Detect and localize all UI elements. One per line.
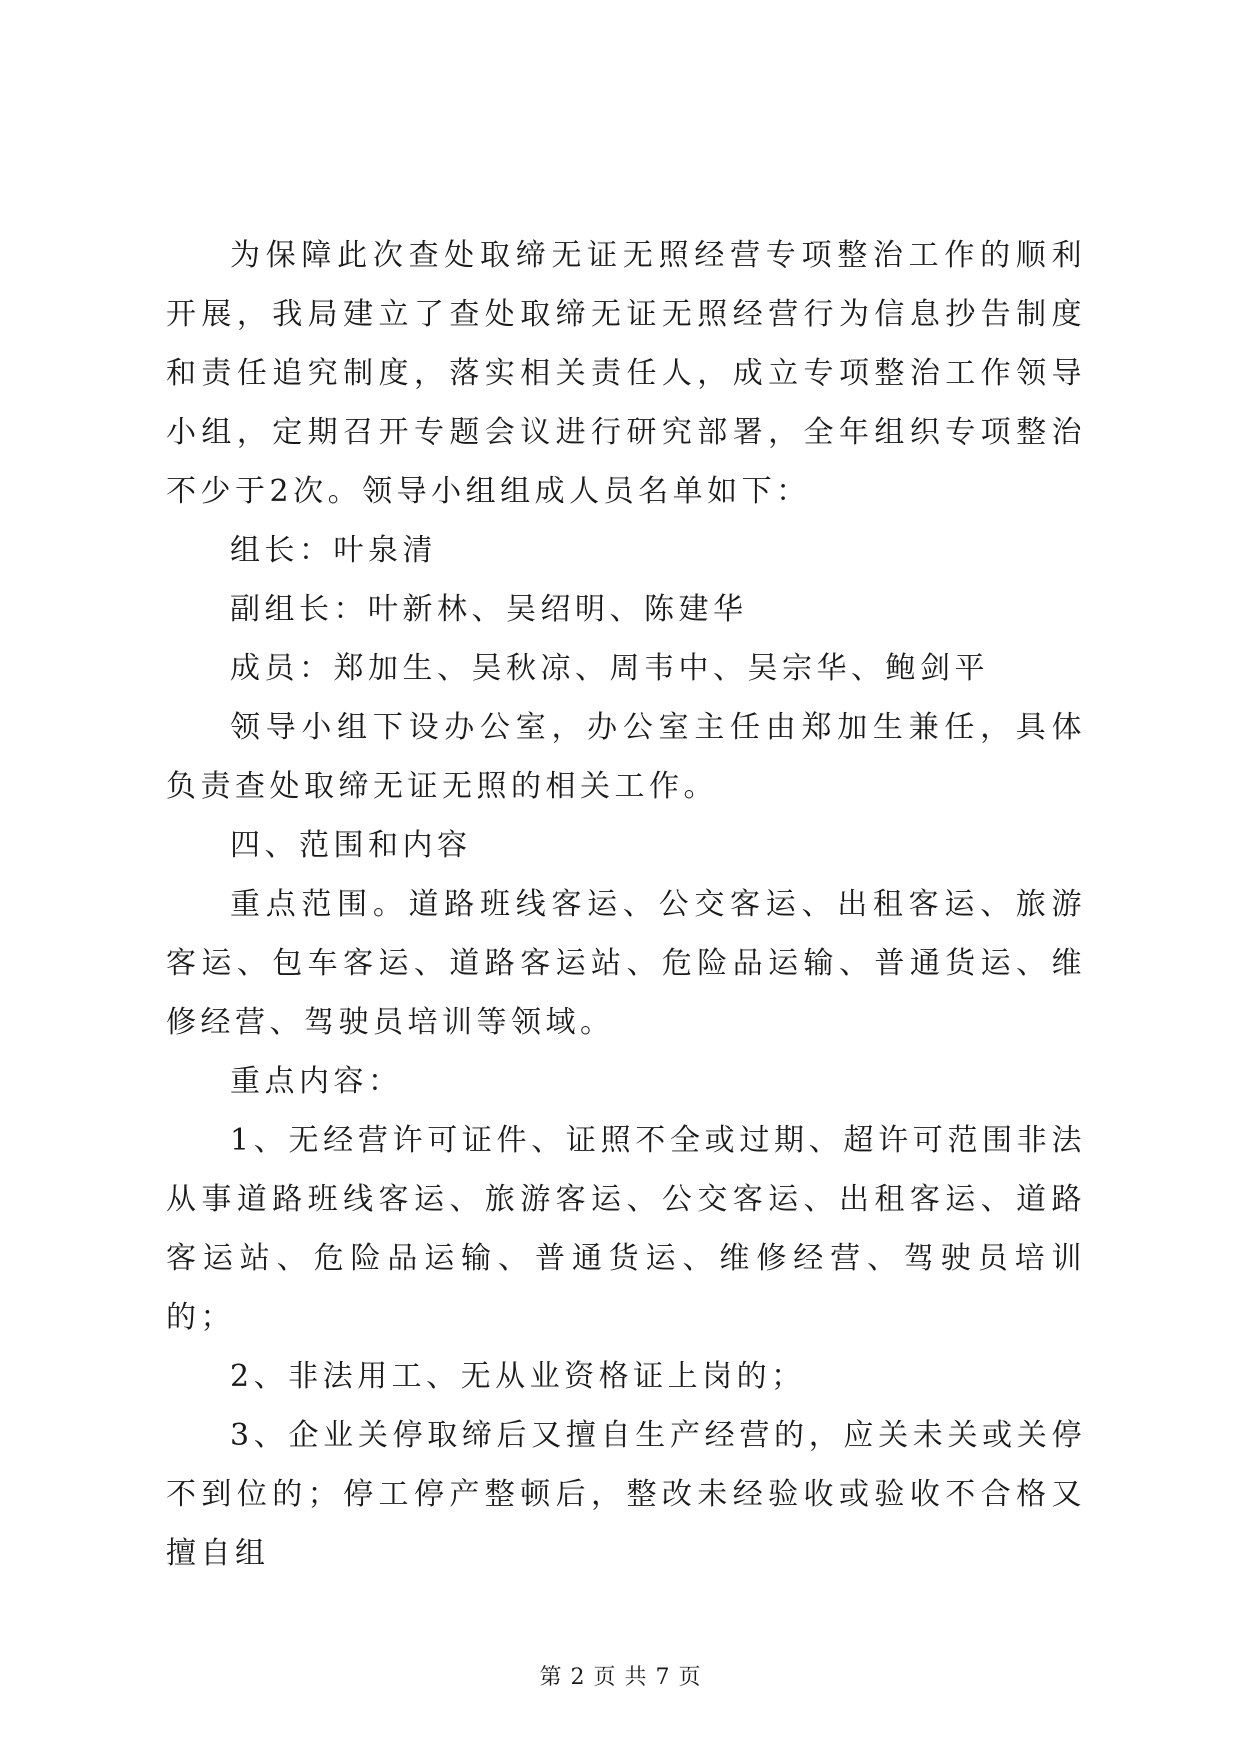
section-heading-scope: 四、范围和内容 — [230, 828, 472, 863]
list-item-1: 1、无经营许可证件、证照不全或过期、超许可范围非法从事道路班线客运、旅游客运、公交客运、出租客运、道路客运站、危险品运输、普通货运、维修经营、驾驶员培训的； — [166, 1123, 1086, 1335]
paragraph-leadership-intro: 为保障此次查处取缔无证无照经营专项整治工作的顺利开展，我局建立了查处取缔无证无照经营行为信息抄告制度和责任追究制度，落实相关责任人，成立专项整治工作领导小组，定期召开专题会议进行研究部署，全年组织专项整治不少于2次。领导小组组成人员名单如下： — [166, 238, 1086, 509]
list-item-2: 2、非法用工、无从业资格证上岗的； — [230, 1359, 806, 1394]
list-item-3: 3、企业关停取缔后又擅自生产经营的，应关未关或关停不到位的；停工停产整顿后，整改未经验收或验收不合格又擅自组 — [166, 1418, 1086, 1571]
paragraph-members: 成员：郑加生、吴秋凉、周韦中、吴宗华、鲍剑平 — [230, 651, 989, 686]
paragraph-group-leader: 组长：叶泉清 — [230, 533, 437, 568]
paragraph-office: 领导小组下设办公室，办公室主任由郑加生兼任，具体负责查处取缔无证无照的相关工作。 — [166, 710, 1086, 804]
paragraph-key-content-heading: 重点内容： — [230, 1064, 403, 1099]
page-number-footer: 第 2 页 共 7 页 — [539, 1665, 702, 1690]
paragraph-key-scope: 重点范围。道路班线客运、公交客运、出租客运、旅游客运、包车客运、道路客运站、危险品运输、普通货运、维修经营、驾驶员培训等领域。 — [166, 887, 1086, 1040]
document-body — [166, 226, 1086, 1583]
paragraph-deputy-leaders: 副组长：叶新林、吴绍明、陈建华 — [230, 592, 748, 627]
